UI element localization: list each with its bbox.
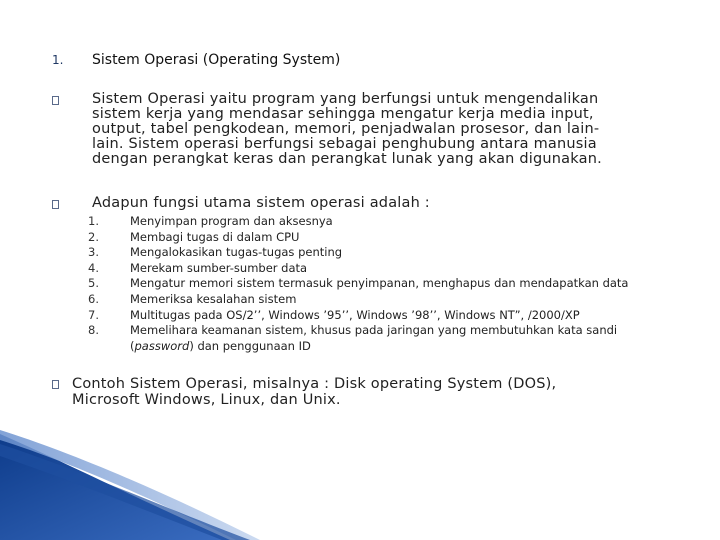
list-item xyxy=(88,323,688,354)
list-item-number: 1. xyxy=(88,214,99,228)
list-item-text: Membagi tugas di dalam CPU xyxy=(130,229,300,244)
paragraph-line: Contoh Sistem Operasi, misalnya : Disk operating System (DOS), xyxy=(72,376,557,392)
paragraph-functions-intro: Adapun fungsi utama sistem operasi adalah : xyxy=(92,195,430,211)
list-item-text-rest: ) dan penggunaan ID xyxy=(189,338,311,353)
heading-number: 1. xyxy=(52,53,64,67)
functions-list xyxy=(88,214,688,354)
paragraph-line: output, tabel pengkodean, memori, penjadwalan prosesor, dan lain- xyxy=(92,121,600,137)
list-item xyxy=(88,214,688,230)
list-item-text: Memeriksa kesalahan sistem xyxy=(130,291,297,306)
list-item-number: 2. xyxy=(88,229,99,244)
list-item xyxy=(88,292,688,308)
list-item-number: 3. xyxy=(88,245,99,260)
list-item-text: Memelihara keamanan sistem, khusus pada jaringan yang membutuhkan kata sandi xyxy=(130,323,618,338)
list-item xyxy=(88,245,688,261)
decorative-swoosh xyxy=(0,430,720,540)
square-bullet-icon xyxy=(52,200,59,209)
list-item-number: 6. xyxy=(88,291,99,306)
list-item-number: 8. xyxy=(88,323,99,338)
list-item-text: Merekam sumber-sumber data xyxy=(130,260,308,275)
list-item-number: 5. xyxy=(88,276,99,291)
list-item-text: Multitugas pada OS/2’’, Windows ’95’’, Windows ’98’’, Windows NT”, /2000/XP xyxy=(130,307,580,322)
list-item-text: Mengalokasikan tugas-tugas penting xyxy=(130,245,343,260)
square-bullet-icon xyxy=(52,96,59,105)
list-item xyxy=(88,308,688,324)
paragraph-definition xyxy=(92,92,602,167)
paragraph-line: Microsoft Windows, Linux, dan Unix. xyxy=(72,392,341,408)
list-item xyxy=(88,276,688,292)
list-item-number: 4. xyxy=(88,260,99,275)
paragraph-line: Sistem Operasi yaitu program yang berfungsi untuk mengendalikan xyxy=(92,91,599,107)
page-title: Sistem Operasi (Operating System) xyxy=(92,52,341,68)
italic-term: password xyxy=(134,338,190,353)
paragraph-line: dengan perangkat keras dan perangkat lunak yang akan digunakan. xyxy=(92,151,602,167)
paragraph-examples xyxy=(72,376,556,408)
list-item-number: 7. xyxy=(88,307,99,322)
paragraph-line: lain. Sistem operasi berfungsi sebagai penghubung antara manusia xyxy=(92,136,597,152)
paren-open: ( xyxy=(130,338,135,353)
list-item-text: Menyimpan program dan aksesnya xyxy=(130,214,333,228)
list-item-text-continued xyxy=(130,339,311,355)
list-item-text: Mengatur memori sistem termasuk penyimpanan, menghapus dan mendapatkan data xyxy=(130,276,629,291)
paragraph-line: sistem kerja yang mendasar sehingga mengatur kerja media input, xyxy=(92,106,594,122)
list-item xyxy=(88,230,688,246)
list-item xyxy=(88,261,688,277)
square-bullet-icon xyxy=(52,380,59,389)
